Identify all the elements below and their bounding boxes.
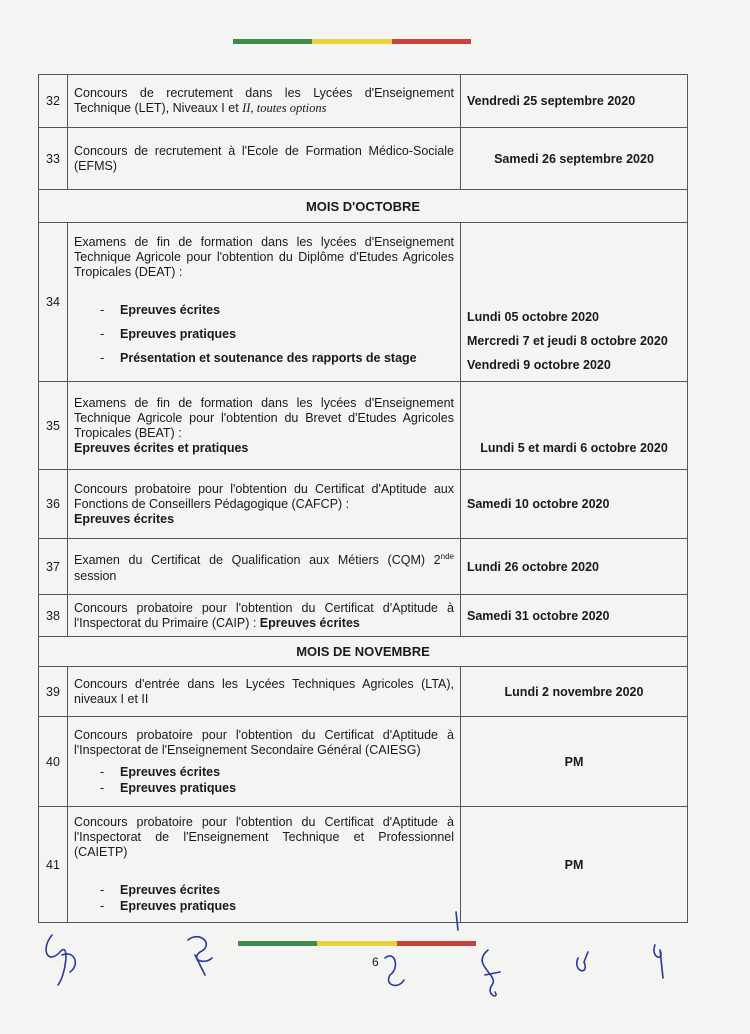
table-row xyxy=(39,223,688,382)
table-row xyxy=(39,717,688,807)
row-date: Lundi 2 novembre 2020 xyxy=(461,667,688,717)
item-list xyxy=(74,764,454,796)
row-number: 39 xyxy=(39,667,68,717)
item-list xyxy=(74,298,454,370)
list-item: - Epreuves pratiques xyxy=(100,780,454,796)
row-description: Examens de fin de formation dans les lycées d'Enseignement Technique Agricole pour l'obtention du Diplôme d'Etudes Agricoles Tropicales (DEAT) : - Epreuves écrites - Epreuves pratiques - Présentation et soutenance des rapports de stage xyxy=(68,223,461,382)
row-number: 35 xyxy=(39,382,68,470)
exam-calendar-table xyxy=(38,74,688,923)
item-list xyxy=(74,882,454,914)
row-number: 36 xyxy=(39,470,68,539)
row-description: Concours de recrutement à l'Ecole de Formation Médico-Sociale (EFMS) xyxy=(68,128,461,190)
table-row xyxy=(39,470,688,539)
month-header-november: MOIS DE NOVEMBRE xyxy=(39,637,688,667)
row-date: Lundi 26 octobre 2020 xyxy=(461,539,688,595)
month-header-october: MOIS D'OCTOBRE xyxy=(39,190,688,223)
row-number: 37 xyxy=(39,539,68,595)
row-date: PM xyxy=(461,717,688,807)
row-date: Samedi 31 octobre 2020 xyxy=(461,595,688,637)
list-item: - Présentation et soutenance des rapports de stage xyxy=(100,346,454,370)
row-date: Lundi 05 octobre 2020 Mercredi 7 et jeudi 8 octobre 2020 Vendredi 9 octobre 2020 xyxy=(461,223,688,382)
row-number: 38 xyxy=(39,595,68,637)
list-item: - Epreuves pratiques xyxy=(100,898,454,914)
row-description: Concours probatoire pour l'obtention du Certificat d'Aptitude aux Fonctions de Conseillers Pédagogique (CAFCP) : Epreuves écrites xyxy=(68,470,461,539)
page-number: 6 xyxy=(372,955,379,969)
table-row xyxy=(39,382,688,470)
flag-stripe-top xyxy=(233,39,471,44)
signature-mark xyxy=(385,956,404,985)
row-description: Concours probatoire pour l'obtention du Certificat d'Aptitude à l'Inspectorat de l'Enseignement Secondaire Général (CAIESG) - Epreuves écrites - Epreuves pratiques xyxy=(68,717,461,807)
row-date: Samedi 26 septembre 2020 xyxy=(461,128,688,190)
row-date: Samedi 10 octobre 2020 xyxy=(461,470,688,539)
flag-stripe-bottom xyxy=(238,941,476,946)
list-item: - Epreuves écrites xyxy=(100,882,454,898)
table-row xyxy=(39,75,688,128)
signature-mark xyxy=(577,952,588,971)
table-row xyxy=(39,807,688,923)
row-number: 40 xyxy=(39,717,68,807)
signature-mark xyxy=(654,945,663,978)
row-date: Vendredi 25 septembre 2020 xyxy=(461,75,688,128)
row-date: Lundi 5 et mardi 6 octobre 2020 xyxy=(461,382,688,470)
row-description: Concours probatoire pour l'obtention du Certificat d'Aptitude à l'Inspectorat de l'Enseignement Technique et Professionnel (CAIETP) - Epreuves écrites - Epreuves pratiques xyxy=(68,807,461,923)
signature-mark xyxy=(188,937,212,975)
row-number: 41 xyxy=(39,807,68,923)
row-description: Examens de fin de formation dans les lycées d'Enseignement Technique Agricole pour l'obtention du Brevet d'Etudes Agricoles Tropicales (BEAT) : Epreuves écrites et pratiques xyxy=(68,382,461,470)
row-number: 33 xyxy=(39,128,68,190)
list-item: - Epreuves pratiques xyxy=(100,322,454,346)
table-row xyxy=(39,539,688,595)
row-date: PM xyxy=(461,807,688,923)
signature-mark xyxy=(46,935,75,985)
table-row xyxy=(39,667,688,717)
signature-mark xyxy=(482,950,500,996)
list-item: - Epreuves écrites xyxy=(100,298,454,322)
table-row xyxy=(39,128,688,190)
row-description: Examen du Certificat de Qualification aux Métiers (CQM) 2nde session xyxy=(68,539,461,595)
table-row xyxy=(39,595,688,637)
row-number: 32 xyxy=(39,75,68,128)
row-description: Concours d'entrée dans les Lycées Techniques Agricoles (LTA), niveaux I et II xyxy=(68,667,461,717)
row-description: Concours de recrutement dans les Lycées d'Enseignement Technique (LET), Niveaux I et II, toutes options xyxy=(68,75,461,128)
row-description: Concours probatoire pour l'obtention du Certificat d'Aptitude à l'Inspectorat du Primaire (CAIP) : Epreuves écrites xyxy=(68,595,461,637)
list-item: - Epreuves écrites xyxy=(100,764,454,780)
row-number: 34 xyxy=(39,223,68,382)
